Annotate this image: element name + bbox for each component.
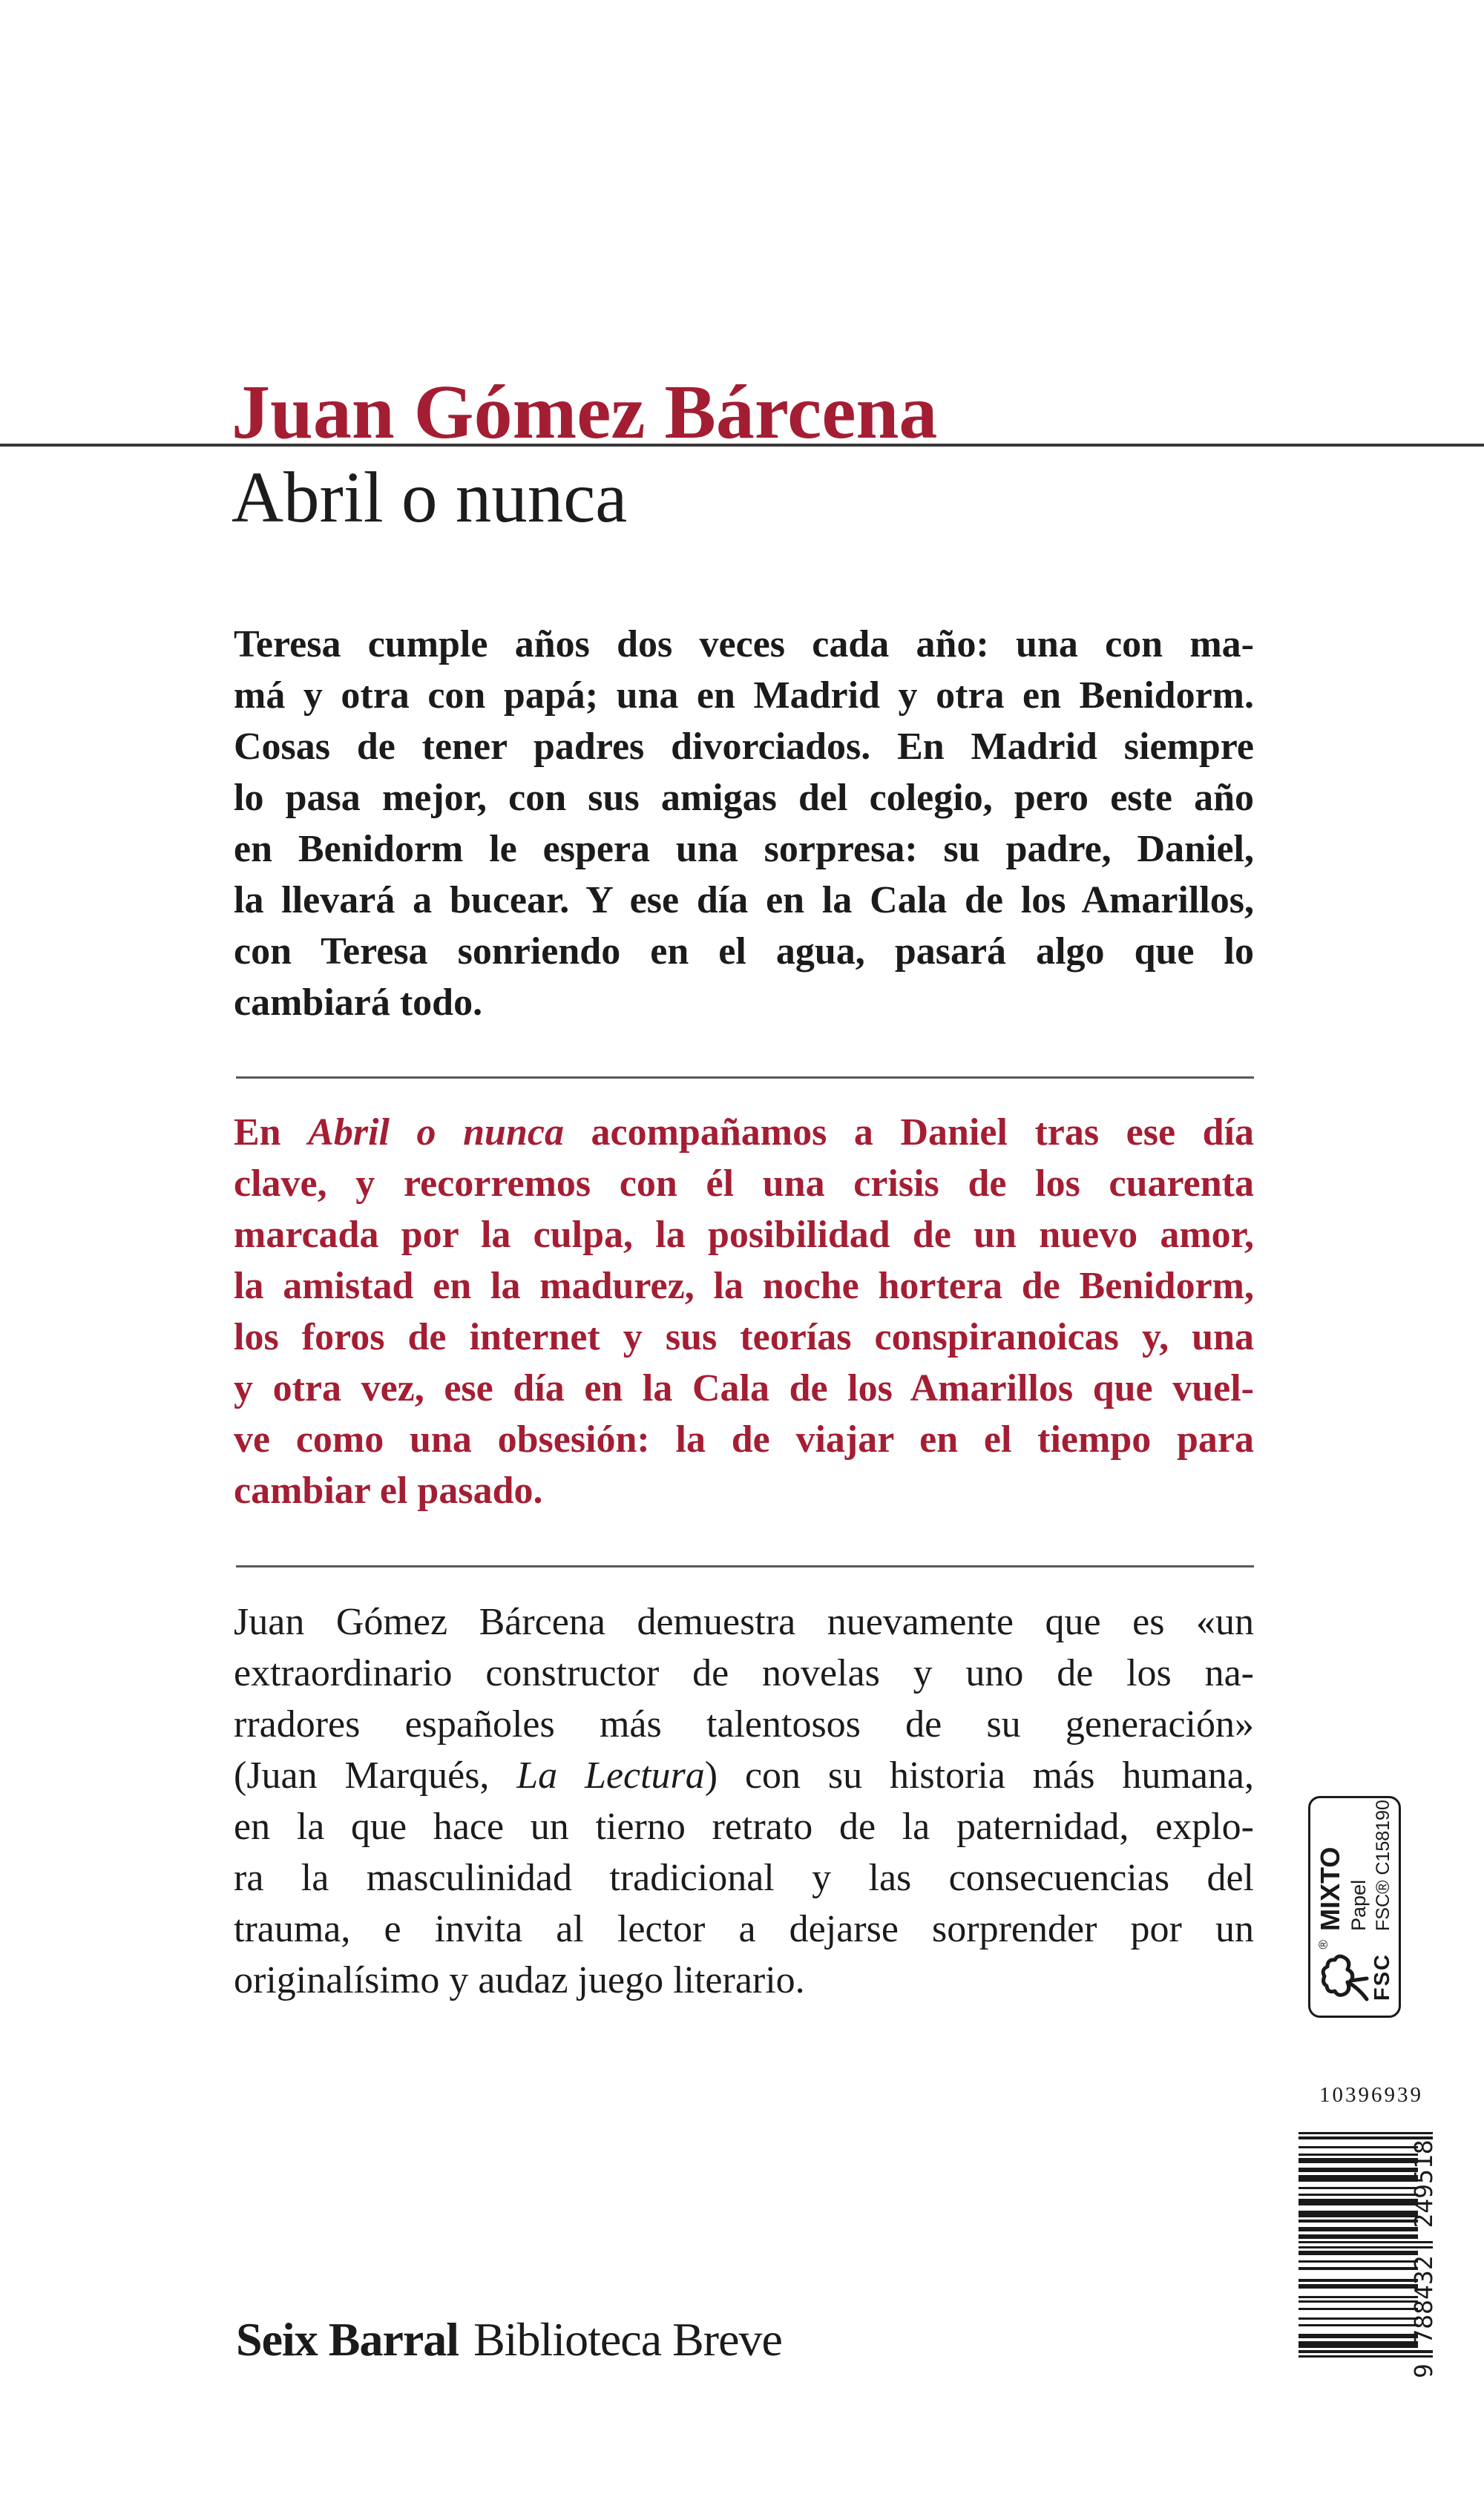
synopsis-line: Cosas de tener padres divorciados. En Madrid siempre [234, 726, 1254, 768]
synopsis-line: la llevará a bucear. Y ese día en la Cala de los Amarillos, [234, 879, 1254, 921]
fsc-tree-check-icon [1321, 1950, 1374, 2005]
review-line: Juan Gómez Bárcena demuestra nuevamente que es «un [234, 1601, 1254, 1643]
product-code: 10396939 [1319, 2083, 1423, 2107]
barcode-digit-first: 9 [1409, 2363, 1438, 2378]
publisher-name: Seix Barral [236, 2313, 459, 2366]
fsc-wordmark: FSC [1370, 1953, 1394, 2001]
review-text: ) con su historia más humana, [704, 1754, 1254, 1797]
review-line: en la que hace un tierno retrato de la paternidad, explo- [234, 1806, 1254, 1848]
synopsis-line: Teresa cumple años dos veces cada año: una con ma- [234, 623, 1254, 665]
review-line: rradores españoles más talentosos de su generación» [234, 1703, 1254, 1746]
review-text: (Juan Marqués, [234, 1754, 517, 1797]
highlight-line: la amistad en la madurez, la noche hortera de Benidorm, [234, 1265, 1254, 1307]
highlight-line: marcada por la culpa, la posibilidad de un nuevo amor, [234, 1214, 1254, 1256]
synopsis-line: con Teresa sonriendo en el agua, pasará algo que lo [234, 930, 1254, 973]
fsc-material-label: Papel [1347, 1879, 1370, 1931]
fsc-label-content [1310, 1798, 1399, 2016]
fsc-text-block [1314, 1800, 1393, 1931]
highlight-line: y otra vez, ese día en la Cala de los Amarillos que vuel- [234, 1367, 1254, 1409]
highlight-paragraph [234, 1107, 1254, 1516]
review-paragraph [234, 1596, 1254, 2006]
synopsis-line: en Benidorm le espera una sorpresa: su padre, Daniel, [234, 828, 1254, 870]
book-title: Abril o nunca [232, 458, 628, 537]
review-line [234, 1750, 1254, 1801]
fsc-logo [1316, 1941, 1393, 2005]
fsc-certification-label [1308, 1796, 1401, 2018]
highlight-text: En [234, 1111, 309, 1154]
barcode-digit-group: 249518 [1409, 2139, 1438, 2228]
collection-name: Biblioteca Breve [473, 2313, 782, 2366]
synopsis-line: lo pasa mejor, con sus amigas del colegio, pero este año [234, 777, 1254, 819]
section-divider [236, 1076, 1254, 1079]
highlight-text: acompañamos a Daniel tras ese día [563, 1111, 1254, 1154]
fsc-license-code: FSC® C158190 [1372, 1800, 1393, 1931]
highlight-line: los foros de internet y sus teorías conspiranoicas y, una [234, 1316, 1254, 1358]
synopsis-paragraph [234, 619, 1254, 1028]
barcode-digit-group: 788432 [1409, 2255, 1438, 2344]
review-line: ra la masculinidad tradicional y las consecuencias del [234, 1857, 1254, 1899]
registered-trademark-icon: ® [1316, 1940, 1330, 1950]
ean-barcode [1298, 2128, 1439, 2380]
synopsis-line: cambiará todo. [234, 981, 483, 1024]
publication-mention-italic: La Lectura [516, 1754, 705, 1797]
highlight-line [234, 1107, 1254, 1158]
barcode-rotated-content [1298, 2128, 1439, 2380]
review-line: extraordinario constructor de novelas y uno de los na- [234, 1652, 1254, 1694]
publisher-imprint [236, 2313, 782, 2366]
highlight-line: ve como una obsesión: la de viajar en el tiempo para [234, 1418, 1254, 1461]
highlight-line: cambiar el pasado. [234, 1470, 543, 1512]
title-mention-italic: Abril o nunca [308, 1111, 564, 1154]
highlight-line: clave, y recorremos con él una crisis de los cuarenta [234, 1162, 1254, 1205]
section-divider [236, 1565, 1254, 1567]
review-line: originalísimo y audaz juego literario. [234, 1959, 805, 2001]
review-line: trauma, e invita al lector a dejarse sorprender por un [234, 1908, 1254, 1950]
synopsis-line: má y otra con papá; una en Madrid y otra en Benidorm. [234, 674, 1254, 717]
author-name: Juan Gómez Bárcena [232, 369, 938, 455]
fsc-type-label: MIXTO [1314, 1846, 1345, 1931]
